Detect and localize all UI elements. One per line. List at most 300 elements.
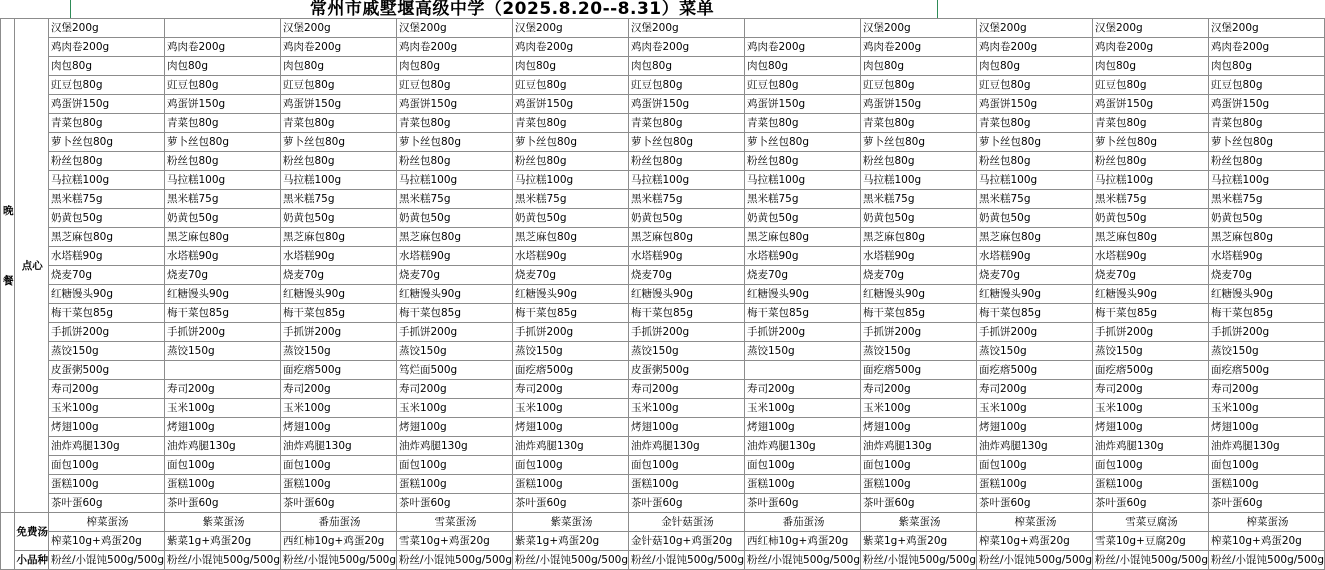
table-row	[1, 494, 1325, 513]
menu-cell: 肉包80g	[1209, 57, 1325, 76]
menu-cell: 马拉糕100g	[1209, 171, 1325, 190]
menu-cell: 玉米100g	[861, 399, 977, 418]
menu-cell: 玉米100g	[165, 399, 281, 418]
menu-cell: 水塔糕90g	[281, 247, 397, 266]
menu-cell: 青菜包80g	[1209, 114, 1325, 133]
menu-cell: 肉包80g	[1093, 57, 1209, 76]
menu-cell: 鸡肉卷200g	[165, 38, 281, 57]
menu-cell: 烤翅100g	[513, 418, 629, 437]
table-row	[1, 95, 1325, 114]
menu-cell: 鸡肉卷200g	[49, 38, 165, 57]
soup-cell: 榨菜蛋汤	[1209, 513, 1325, 532]
menu-cell: 水塔糕90g	[861, 247, 977, 266]
menu-cell: 萝卜丝包80g	[281, 133, 397, 152]
menu-cell: 梅干菜包85g	[513, 304, 629, 323]
menu-cell: 鸡蛋饼150g	[513, 95, 629, 114]
meal-label-spacer	[1, 513, 15, 570]
soup-detail-cell: 榨菜10g+鸡蛋20g	[977, 532, 1093, 551]
table-row	[1, 133, 1325, 152]
menu-cell: 烧麦70g	[629, 266, 745, 285]
menu-cell: 粉丝包80g	[281, 152, 397, 171]
menu-cell: 烤翅100g	[861, 418, 977, 437]
table-row	[1, 437, 1325, 456]
menu-cell: 粉丝包80g	[629, 152, 745, 171]
menu-cell: 粉丝包80g	[1209, 152, 1325, 171]
menu-cell: 汉堡200g	[629, 19, 745, 38]
menu-cell: 汉堡200g	[49, 19, 165, 38]
menu-table	[0, 18, 1325, 570]
menu-cell: 手抓饼200g	[165, 323, 281, 342]
small-item-cell: 粉丝/小馄饨500g/500g	[49, 551, 165, 570]
menu-cell: 烤翅100g	[165, 418, 281, 437]
menu-cell: 蛋糕100g	[745, 475, 861, 494]
small-items-row	[1, 551, 1325, 570]
menu-cell: 面包100g	[1093, 456, 1209, 475]
menu-cell: 鸡蛋饼150g	[745, 95, 861, 114]
menu-cell: 豇豆包80g	[861, 76, 977, 95]
soup-cell: 榨菜蛋汤	[49, 513, 165, 532]
menu-cell: 豇豆包80g	[513, 76, 629, 95]
menu-cell: 黑芝麻包80g	[49, 228, 165, 247]
menu-cell: 手抓饼200g	[977, 323, 1093, 342]
menu-cell	[165, 19, 281, 38]
menu-cell: 寿司200g	[1209, 380, 1325, 399]
menu-cell	[745, 19, 861, 38]
menu-cell: 玉米100g	[1093, 399, 1209, 418]
menu-cell: 烧麦70g	[1093, 266, 1209, 285]
menu-cell: 油炸鸡腿130g	[745, 437, 861, 456]
menu-cell: 蒸饺150g	[165, 342, 281, 361]
menu-cell: 红糖馒头90g	[745, 285, 861, 304]
menu-cell: 手抓饼200g	[513, 323, 629, 342]
menu-cell: 面包100g	[513, 456, 629, 475]
menu-cell: 汉堡200g	[977, 19, 1093, 38]
menu-cell: 青菜包80g	[745, 114, 861, 133]
menu-cell: 粉丝包80g	[861, 152, 977, 171]
menu-cell: 烧麦70g	[165, 266, 281, 285]
menu-cell: 黑芝麻包80g	[861, 228, 977, 247]
menu-cell: 鸡肉卷200g	[1093, 38, 1209, 57]
table-row	[1, 19, 1325, 38]
menu-cell: 豇豆包80g	[165, 76, 281, 95]
menu-cell: 黑芝麻包80g	[977, 228, 1093, 247]
menu-cell: 油炸鸡腿130g	[513, 437, 629, 456]
soup-detail-row	[1, 532, 1325, 551]
menu-cell: 水塔糕90g	[165, 247, 281, 266]
menu-cell: 面包100g	[49, 456, 165, 475]
menu-cell: 烧麦70g	[49, 266, 165, 285]
menu-cell: 鸡肉卷200g	[745, 38, 861, 57]
menu-cell: 黑米糕75g	[977, 190, 1093, 209]
menu-cell: 萝卜丝包80g	[165, 133, 281, 152]
soup-detail-cell: 榨菜10g+鸡蛋20g	[1209, 532, 1325, 551]
menu-cell: 玉米100g	[1209, 399, 1325, 418]
small-item-cell: 粉丝/小馄饨500g/500g	[397, 551, 513, 570]
menu-cell: 青菜包80g	[49, 114, 165, 133]
menu-cell: 粉丝包80g	[977, 152, 1093, 171]
menu-cell: 萝卜丝包80g	[745, 133, 861, 152]
menu-cell: 鸡蛋饼150g	[977, 95, 1093, 114]
menu-cell: 水塔糕90g	[1209, 247, 1325, 266]
menu-cell: 青菜包80g	[1093, 114, 1209, 133]
menu-cell: 汉堡200g	[281, 19, 397, 38]
menu-cell: 萝卜丝包80g	[977, 133, 1093, 152]
menu-cell: 奶黄包50g	[977, 209, 1093, 228]
menu-cell: 寿司200g	[281, 380, 397, 399]
title-bar	[0, 0, 1024, 19]
table-row	[1, 456, 1325, 475]
menu-cell: 笃烂面500g	[397, 361, 513, 380]
soup-detail-cell: 紫菜1g+鸡蛋20g	[165, 532, 281, 551]
menu-cell: 黑米糕75g	[49, 190, 165, 209]
menu-cell: 寿司200g	[745, 380, 861, 399]
menu-cell: 黑米糕75g	[861, 190, 977, 209]
menu-cell: 油炸鸡腿130g	[281, 437, 397, 456]
menu-cell: 黑米糕75g	[745, 190, 861, 209]
menu-cell: 油炸鸡腿130g	[49, 437, 165, 456]
menu-cell: 肉包80g	[281, 57, 397, 76]
menu-cell: 烤翅100g	[1093, 418, 1209, 437]
menu-cell: 油炸鸡腿130g	[165, 437, 281, 456]
soup-cell: 番茄蛋汤	[281, 513, 397, 532]
menu-cell: 黑芝麻包80g	[165, 228, 281, 247]
menu-cell: 茶叶蛋60g	[977, 494, 1093, 513]
menu-cell: 鸡蛋饼150g	[1209, 95, 1325, 114]
menu-cell: 粉丝包80g	[49, 152, 165, 171]
soup-cell: 紫菜蛋汤	[165, 513, 281, 532]
menu-cell: 黑米糕75g	[1093, 190, 1209, 209]
menu-cell: 青菜包80g	[397, 114, 513, 133]
menu-cell: 汉堡200g	[1093, 19, 1209, 38]
soup-detail-cell: 雪菜10g+鸡蛋20g	[397, 532, 513, 551]
menu-cell: 蒸饺150g	[281, 342, 397, 361]
menu-cell: 烤翅100g	[281, 418, 397, 437]
small-item-cell: 粉丝/小馄饨500g/500g	[281, 551, 397, 570]
menu-cell: 奶黄包50g	[745, 209, 861, 228]
menu-cell: 马拉糕100g	[281, 171, 397, 190]
meal-label	[1, 19, 15, 513]
menu-cell: 黑芝麻包80g	[513, 228, 629, 247]
menu-cell: 粉丝包80g	[745, 152, 861, 171]
table-row	[1, 247, 1325, 266]
menu-cell: 烧麦70g	[513, 266, 629, 285]
menu-cell: 蛋糕100g	[513, 475, 629, 494]
menu-cell: 茶叶蛋60g	[397, 494, 513, 513]
menu-cell: 油炸鸡腿130g	[1093, 437, 1209, 456]
menu-cell: 鸡肉卷200g	[1209, 38, 1325, 57]
menu-cell: 水塔糕90g	[513, 247, 629, 266]
menu-cell: 奶黄包50g	[1209, 209, 1325, 228]
menu-cell: 茶叶蛋60g	[165, 494, 281, 513]
menu-cell: 鸡蛋饼150g	[49, 95, 165, 114]
soup-detail-cell: 西红柿10g+鸡蛋20g	[745, 532, 861, 551]
menu-cell: 梅干菜包85g	[49, 304, 165, 323]
menu-cell: 梅干菜包85g	[1093, 304, 1209, 323]
menu-cell: 马拉糕100g	[745, 171, 861, 190]
menu-cell: 青菜包80g	[629, 114, 745, 133]
menu-cell: 手抓饼200g	[861, 323, 977, 342]
menu-cell: 马拉糕100g	[397, 171, 513, 190]
soup-cell: 雪菜豆腐汤	[1093, 513, 1209, 532]
menu-cell: 肉包80g	[165, 57, 281, 76]
menu-cell: 茶叶蛋60g	[861, 494, 977, 513]
soup-cell: 雪菜蛋汤	[397, 513, 513, 532]
menu-cell: 玉米100g	[49, 399, 165, 418]
menu-cell: 红糖馒头90g	[281, 285, 397, 304]
menu-cell: 蒸饺150g	[745, 342, 861, 361]
soup-detail-cell: 紫菜1g+鸡蛋20g	[513, 532, 629, 551]
menu-cell	[745, 361, 861, 380]
menu-cell: 面疙瘩500g	[861, 361, 977, 380]
menu-cell: 蛋糕100g	[629, 475, 745, 494]
menu-cell: 面包100g	[861, 456, 977, 475]
category-soup-label: 免费汤	[14, 513, 49, 551]
menu-cell: 面包100g	[165, 456, 281, 475]
menu-cell: 烤翅100g	[397, 418, 513, 437]
menu-cell: 茶叶蛋60g	[1209, 494, 1325, 513]
menu-cell: 豇豆包80g	[281, 76, 397, 95]
menu-cell: 面疙瘩500g	[1209, 361, 1325, 380]
menu-cell: 马拉糕100g	[165, 171, 281, 190]
menu-cell: 面疙瘩500g	[513, 361, 629, 380]
gridline	[937, 0, 938, 18]
soup-row	[1, 513, 1325, 532]
menu-cell: 黑米糕75g	[1209, 190, 1325, 209]
menu-cell: 水塔糕90g	[745, 247, 861, 266]
menu-cell: 青菜包80g	[861, 114, 977, 133]
menu-cell: 奶黄包50g	[49, 209, 165, 228]
menu-cell: 马拉糕100g	[861, 171, 977, 190]
menu-cell: 烤翅100g	[745, 418, 861, 437]
table-row	[1, 266, 1325, 285]
table-row	[1, 418, 1325, 437]
menu-cell: 青菜包80g	[165, 114, 281, 133]
small-item-cell: 粉丝/小馄饨500g/500g	[1209, 551, 1325, 570]
menu-cell: 马拉糕100g	[629, 171, 745, 190]
table-row	[1, 475, 1325, 494]
meal-label-char: 餐	[3, 274, 14, 287]
menu-cell: 烤翅100g	[629, 418, 745, 437]
menu-cell: 黑芝麻包80g	[1209, 228, 1325, 247]
table-row	[1, 38, 1325, 57]
menu-cell: 萝卜丝包80g	[1209, 133, 1325, 152]
menu-cell: 玉米100g	[397, 399, 513, 418]
menu-cell: 红糖馒头90g	[165, 285, 281, 304]
menu-cell: 汉堡200g	[513, 19, 629, 38]
menu-cell: 蒸饺150g	[977, 342, 1093, 361]
menu-cell: 寿司200g	[861, 380, 977, 399]
soup-cell: 榨菜蛋汤	[977, 513, 1093, 532]
menu-cell: 油炸鸡腿130g	[977, 437, 1093, 456]
menu-cell: 肉包80g	[977, 57, 1093, 76]
menu-cell: 奶黄包50g	[165, 209, 281, 228]
menu-cell: 茶叶蛋60g	[1093, 494, 1209, 513]
menu-cell: 茶叶蛋60g	[513, 494, 629, 513]
menu-cell: 蒸饺150g	[49, 342, 165, 361]
menu-cell: 面疙瘩500g	[1093, 361, 1209, 380]
table-row	[1, 190, 1325, 209]
menu-cell: 手抓饼200g	[281, 323, 397, 342]
menu-cell: 蒸饺150g	[629, 342, 745, 361]
small-item-cell: 粉丝/小馄饨500g/500g	[977, 551, 1093, 570]
menu-cell: 梅干菜包85g	[745, 304, 861, 323]
table-row	[1, 76, 1325, 95]
small-item-cell: 粉丝/小馄饨500g/500g	[745, 551, 861, 570]
menu-cell: 鸡肉卷200g	[513, 38, 629, 57]
menu-cell: 寿司200g	[397, 380, 513, 399]
menu-cell: 汉堡200g	[861, 19, 977, 38]
menu-cell: 鸡蛋饼150g	[629, 95, 745, 114]
menu-cell: 奶黄包50g	[861, 209, 977, 228]
table-row	[1, 57, 1325, 76]
menu-cell: 豇豆包80g	[977, 76, 1093, 95]
menu-cell: 面包100g	[397, 456, 513, 475]
menu-cell: 红糖馒头90g	[49, 285, 165, 304]
menu-cell: 烧麦70g	[977, 266, 1093, 285]
menu-cell: 马拉糕100g	[49, 171, 165, 190]
menu-cell: 黑芝麻包80g	[1093, 228, 1209, 247]
menu-cell: 手抓饼200g	[745, 323, 861, 342]
menu-cell: 梅干菜包85g	[977, 304, 1093, 323]
menu-cell: 玉米100g	[281, 399, 397, 418]
menu-cell: 水塔糕90g	[1093, 247, 1209, 266]
menu-cell: 肉包80g	[513, 57, 629, 76]
menu-cell: 豇豆包80g	[629, 76, 745, 95]
small-item-cell: 粉丝/小馄饨500g/500g	[629, 551, 745, 570]
small-item-cell: 粉丝/小馄饨500g/500g	[1093, 551, 1209, 570]
menu-cell: 烧麦70g	[1209, 266, 1325, 285]
menu-cell: 奶黄包50g	[1093, 209, 1209, 228]
table-row	[1, 342, 1325, 361]
menu-cell: 面包100g	[281, 456, 397, 475]
menu-cell: 红糖馒头90g	[1093, 285, 1209, 304]
soup-detail-cell: 雪菜10g+豆腐20g	[1093, 532, 1209, 551]
menu-cell: 奶黄包50g	[281, 209, 397, 228]
menu-cell: 黑米糕75g	[397, 190, 513, 209]
menu-cell: 蛋糕100g	[1209, 475, 1325, 494]
menu-cell: 粉丝包80g	[397, 152, 513, 171]
category-dessert-label: 点心	[14, 19, 49, 513]
menu-cell: 豇豆包80g	[49, 76, 165, 95]
menu-cell: 茶叶蛋60g	[49, 494, 165, 513]
menu-cell: 鸡肉卷200g	[281, 38, 397, 57]
menu-cell: 鸡肉卷200g	[397, 38, 513, 57]
menu-cell: 油炸鸡腿130g	[1209, 437, 1325, 456]
menu-cell: 青菜包80g	[977, 114, 1093, 133]
menu-cell: 鸡蛋饼150g	[861, 95, 977, 114]
menu-cell: 寿司200g	[1093, 380, 1209, 399]
menu-cell: 手抓饼200g	[629, 323, 745, 342]
menu-cell: 鸡肉卷200g	[861, 38, 977, 57]
menu-cell: 鸡肉卷200g	[977, 38, 1093, 57]
menu-body	[1, 19, 1325, 570]
menu-cell: 烧麦70g	[397, 266, 513, 285]
menu-cell: 豇豆包80g	[397, 76, 513, 95]
menu-cell: 寿司200g	[513, 380, 629, 399]
menu-cell: 玉米100g	[977, 399, 1093, 418]
menu-cell: 面疙瘩500g	[977, 361, 1093, 380]
menu-cell: 汉堡200g	[1209, 19, 1325, 38]
menu-cell: 梅干菜包85g	[861, 304, 977, 323]
menu-cell: 水塔糕90g	[977, 247, 1093, 266]
menu-cell: 萝卜丝包80g	[513, 133, 629, 152]
menu-cell: 红糖馒头90g	[977, 285, 1093, 304]
menu-cell: 梅干菜包85g	[165, 304, 281, 323]
table-row	[1, 152, 1325, 171]
menu-cell: 红糖馒头90g	[629, 285, 745, 304]
menu-cell: 面包100g	[977, 456, 1093, 475]
menu-cell: 手抓饼200g	[1209, 323, 1325, 342]
menu-cell: 蒸饺150g	[1093, 342, 1209, 361]
menu-cell: 粉丝包80g	[1093, 152, 1209, 171]
menu-cell: 黑米糕75g	[513, 190, 629, 209]
soup-detail-cell: 紫菜1g+鸡蛋20g	[861, 532, 977, 551]
menu-cell: 蒸饺150g	[513, 342, 629, 361]
gridline	[70, 0, 71, 18]
soup-cell: 番茄蛋汤	[745, 513, 861, 532]
menu-cell: 鸡肉卷200g	[629, 38, 745, 57]
menu-cell: 油炸鸡腿130g	[629, 437, 745, 456]
menu-cell: 玉米100g	[629, 399, 745, 418]
menu-cell: 黑米糕75g	[165, 190, 281, 209]
menu-cell: 面包100g	[1209, 456, 1325, 475]
small-item-cell: 粉丝/小馄饨500g/500g	[513, 551, 629, 570]
menu-cell: 油炸鸡腿130g	[397, 437, 513, 456]
menu-cell: 马拉糕100g	[977, 171, 1093, 190]
menu-cell: 茶叶蛋60g	[745, 494, 861, 513]
menu-cell: 蛋糕100g	[281, 475, 397, 494]
table-row	[1, 380, 1325, 399]
menu-cell: 烧麦70g	[861, 266, 977, 285]
menu-cell: 黑米糕75g	[629, 190, 745, 209]
menu-cell: 红糖馒头90g	[1209, 285, 1325, 304]
menu-cell: 青菜包80g	[281, 114, 397, 133]
menu-cell: 肉包80g	[397, 57, 513, 76]
menu-cell: 汉堡200g	[397, 19, 513, 38]
table-row	[1, 304, 1325, 323]
menu-cell: 萝卜丝包80g	[397, 133, 513, 152]
soup-cell: 紫菜蛋汤	[861, 513, 977, 532]
table-row	[1, 323, 1325, 342]
table-row	[1, 209, 1325, 228]
menu-cell: 黑芝麻包80g	[745, 228, 861, 247]
menu-cell: 面包100g	[745, 456, 861, 475]
menu-cell: 肉包80g	[49, 57, 165, 76]
menu-cell: 皮蛋粥500g	[49, 361, 165, 380]
menu-cell: 豇豆包80g	[1209, 76, 1325, 95]
table-row	[1, 361, 1325, 380]
menu-cell: 鸡蛋饼150g	[165, 95, 281, 114]
table-row	[1, 285, 1325, 304]
menu-cell: 青菜包80g	[513, 114, 629, 133]
table-row	[1, 114, 1325, 133]
menu-cell: 梅干菜包85g	[281, 304, 397, 323]
menu-cell: 水塔糕90g	[397, 247, 513, 266]
menu-cell: 水塔糕90g	[629, 247, 745, 266]
menu-cell: 蛋糕100g	[861, 475, 977, 494]
menu-cell: 萝卜丝包80g	[49, 133, 165, 152]
menu-cell: 豇豆包80g	[1093, 76, 1209, 95]
menu-cell: 蒸饺150g	[1209, 342, 1325, 361]
menu-cell: 烧麦70g	[281, 266, 397, 285]
menu-cell: 蒸饺150g	[397, 342, 513, 361]
menu-cell: 萝卜丝包80g	[1093, 133, 1209, 152]
menu-cell: 萝卜丝包80g	[861, 133, 977, 152]
soup-detail-cell: 金针菇10g+鸡蛋20g	[629, 532, 745, 551]
menu-cell: 手抓饼200g	[1093, 323, 1209, 342]
menu-cell: 黑米糕75g	[281, 190, 397, 209]
menu-cell: 茶叶蛋60g	[629, 494, 745, 513]
